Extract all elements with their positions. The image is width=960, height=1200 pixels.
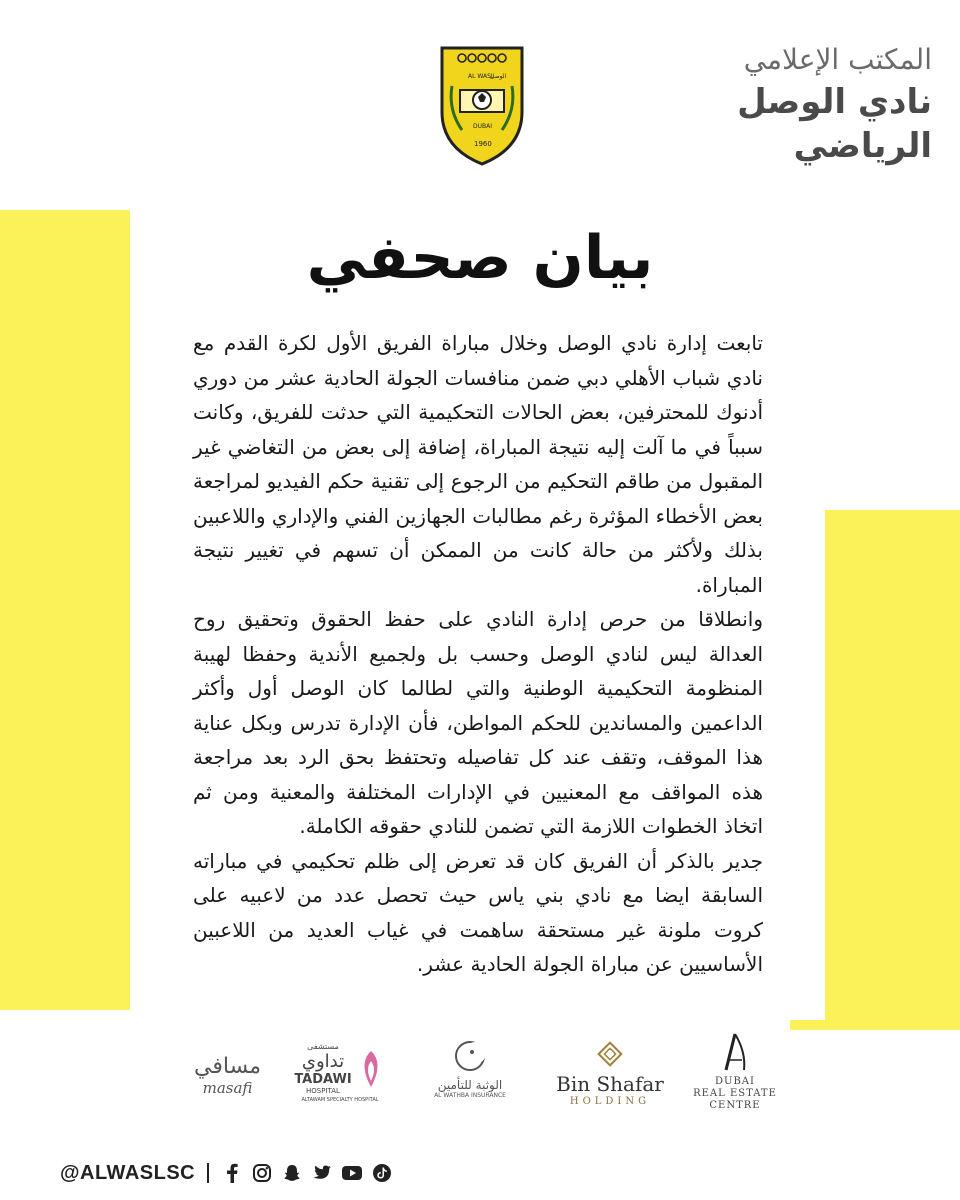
instagram-icon[interactable] [251, 1162, 273, 1184]
logo-label-en: AL WASL [468, 73, 495, 80]
sponsor-masafi [185, 1030, 270, 1130]
facebook-icon[interactable] [221, 1162, 243, 1184]
statement-paragraph: وانطلاقا من حرص إدارة النادي على حفظ الحقوق وتحقيق روح العدالة ليس لنادي الوصل وحسب بل ولجميع الأندية وحفظا لهيبة المنظومة التحكيمية الوطنية والتي لطالما كان الوصل أول وأكثر الداعمين والمساندين للحكم المواطن، فأن الإدارة تدرس وبكل عناية هذا الموقف، وتقف عند كل تفاصيله وتحتفظ بحق الرد بعد مراجعة هذه المواقف مع المعنيين في الإدارات المختلفة والمعنية ومن ثم اتخاذ الخطوات اللازمة التي تضمن للنادي حقوقه الكاملة. [193, 607, 763, 838]
logo-city: DUBAI [473, 123, 493, 130]
drec-tower-icon [720, 1032, 750, 1072]
drec-line1: DUBAI [715, 1076, 755, 1087]
footer-divider [207, 1163, 209, 1183]
masafi-en: masafi [202, 1079, 253, 1097]
tadawi-en: TADAWI [294, 1072, 352, 1087]
header-text [632, 40, 932, 168]
bin-shafar-name: Bin Shafar [556, 1072, 664, 1096]
wathba-crescent-icon [452, 1038, 488, 1074]
tadawi-flower-icon [356, 1047, 386, 1091]
wathba-ar: الوثبة للتأمين [437, 1078, 503, 1092]
logo-year: 1960 [474, 140, 492, 148]
social-footer [60, 1158, 393, 1188]
tadawi-small: مستشفى [307, 1042, 339, 1051]
statement-paragraph: تابعت إدارة نادي الوصل وخلال مباراة الفريق الأول لكرة القدم مع نادي شباب الأهلي دبي ضمن منافسات الجولة الحادية عشر من دوري أدنوك للمحترفين، بعض الحالات التحكيمية التي حدثت للفريق، وكانت سبباً في ما آلت إليه نتيجة المباراة، إضافة إلى بعض من التغاضي غير المقبول من طاقم التحكيم من الرجوع إلى تقنية حكم الفيديو لمراجعة بعض الأخطاء المؤثرة رغم مطالبات الجهازين الفني والإداري واللاعبين بذلك ولأكثر من حالة كانت من الممكن أن تسهم في تغيير نتيجة المباراة. [193, 331, 763, 597]
sponsor-dubai-real-estate-centre [690, 1030, 780, 1130]
snapchat-icon[interactable] [281, 1162, 303, 1184]
sponsor-tadawi [290, 1030, 390, 1130]
youtube-icon[interactable] [341, 1162, 363, 1184]
logo-label-ar: الوصل [490, 73, 507, 80]
tadawi-tag: ALTAWAM SPECIALTY HOSPITAL [301, 1097, 379, 1103]
media-office-label: المكتب الإعلامي [743, 43, 932, 76]
tiktok-icon[interactable] [371, 1162, 393, 1184]
sponsor-bin-shafar [555, 1030, 665, 1130]
tadawi-ar: تداوي [301, 1051, 345, 1072]
drec-line2: REAL ESTATE [693, 1088, 777, 1099]
page-title: بيان صحفي [306, 223, 654, 293]
statement-body [193, 326, 763, 982]
wathba-en: AL WATHBA INSURANCE [434, 1092, 506, 1099]
bin-shafar-sub: HOLDING [569, 1096, 651, 1107]
social-handle[interactable]: @ALWASLSC [60, 1161, 196, 1184]
masafi-ar: مسافي [194, 1054, 261, 1079]
club-crest-logo [432, 40, 532, 168]
bin-shafar-diamond-icon [596, 1040, 624, 1068]
twitter-icon[interactable] [311, 1162, 333, 1184]
sponsor-al-wathba [425, 1030, 515, 1130]
drec-line3: CENTRE [709, 1100, 761, 1111]
tadawi-sub: HOSPITAL [306, 1087, 340, 1095]
club-name: نادي الوصل الرياضي [737, 82, 932, 166]
sponsor-logos [185, 1030, 785, 1130]
statement-paragraph: جدير بالذكر أن الفريق كان قد تعرض إلى ظلم تحكيمي في مباراته السابقة ايضا مع نادي بني ياس حيث تحصل عدد من لاعبيه على كروت ملونة غير مستحقة ساهمت في غياب العديد من اللاعبين الأساسيين عن مباراة الجولة الحادية عشر. [193, 848, 763, 976]
